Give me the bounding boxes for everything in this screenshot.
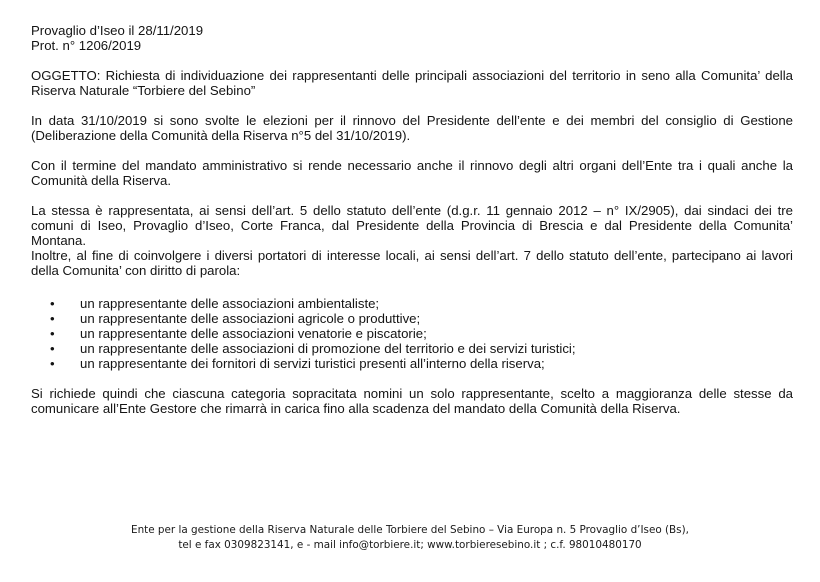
list-item <box>31 356 793 371</box>
list-item-text: un rappresentante delle associazioni di promozione del territorio e dei servizi turistici; <box>80 341 576 356</box>
footer-contacts: tel e fax 0309823141, e - mail info@torbiere.it; www.torbieresebino.it ; c.f. 98010480170 <box>178 539 642 551</box>
bullet-icon: • <box>50 356 55 371</box>
letter-body <box>31 23 793 416</box>
bullet-icon: • <box>50 326 55 341</box>
list-item <box>31 296 793 311</box>
place-date: Provaglio d’Iseo il 28/11/2019 <box>31 23 204 38</box>
list-item <box>31 341 793 356</box>
list-item-text: un rappresentante delle associazioni agricole o produttive; <box>80 311 421 326</box>
bullet-icon: • <box>50 341 55 356</box>
list-item-text: un rappresentante delle associazioni venatorie e piscatorie; <box>80 326 427 341</box>
paragraph-participation: Inoltre, al fine di coinvolgere i diversi portatori di interesse locali, ai sensi dell’art. 7 dello statuto dell’ente, partecipano ai lavori della Comunita’ con diritto di parola: <box>31 248 793 278</box>
paragraph-representation: La stessa è rappresentata, ai sensi dell’art. 5 dello statuto dell’ente (d.g.r. 11 gennaio 2012 – n° IX/2905), dai sindaci dei tre comuni di Iseo, Provaglio d’Iseo, Corte Franca, dal Presidente della Provincia di Brescia e dal Presidente della Comunita’ Montana. <box>31 203 793 248</box>
bullet-icon: • <box>50 296 55 311</box>
subject-line: OGGETTO: Richiesta di individuazione dei rappresentanti delle principali associazioni del territorio in seno alla Comunita’ della Riserva Naturale “Torbiere del Sebino” <box>31 68 793 98</box>
list-item <box>31 326 793 341</box>
paragraph-mandate: Con il termine del mandato amministrativo si rende necessario anche il rinnovo degli altri organi dell’Ente tra i quali anche la Comunità della Riserva. <box>31 158 793 188</box>
list-item-text: un rappresentante delle associazioni ambientaliste; <box>80 296 380 311</box>
bullet-icon: • <box>50 311 55 326</box>
paragraph-elections: In data 31/10/2019 si sono svolte le elezioni per il rinnovo del Presidente dell’ente e dei membri del consiglio di Gestione (Deliberazione della Comunità della Riserva n°5 del 31/10/2019). <box>31 113 793 143</box>
footer-address: Ente per la gestione della Riserva Naturale delle Torbiere del Sebino – Via Europa n. 5 Provaglio d’Iseo (Bs), <box>131 524 689 536</box>
list-item-text: un rappresentante dei fornitori di servizi turistici presenti all’interno della riserva; <box>80 356 545 371</box>
letter-footer <box>0 523 820 553</box>
protocol-number: Prot. n° 1206/2019 <box>31 38 142 53</box>
paragraph-request: Si richiede quindi che ciascuna categoria sopracitata nomini un solo rappresentante, scelto a maggioranza delle stesse da comunicare all’Ente Gestore che rimarrà in carica fino alla scadenza del mandato della Comunità della Riserva. <box>31 386 793 416</box>
representatives-list <box>31 296 793 371</box>
list-item <box>31 311 793 326</box>
